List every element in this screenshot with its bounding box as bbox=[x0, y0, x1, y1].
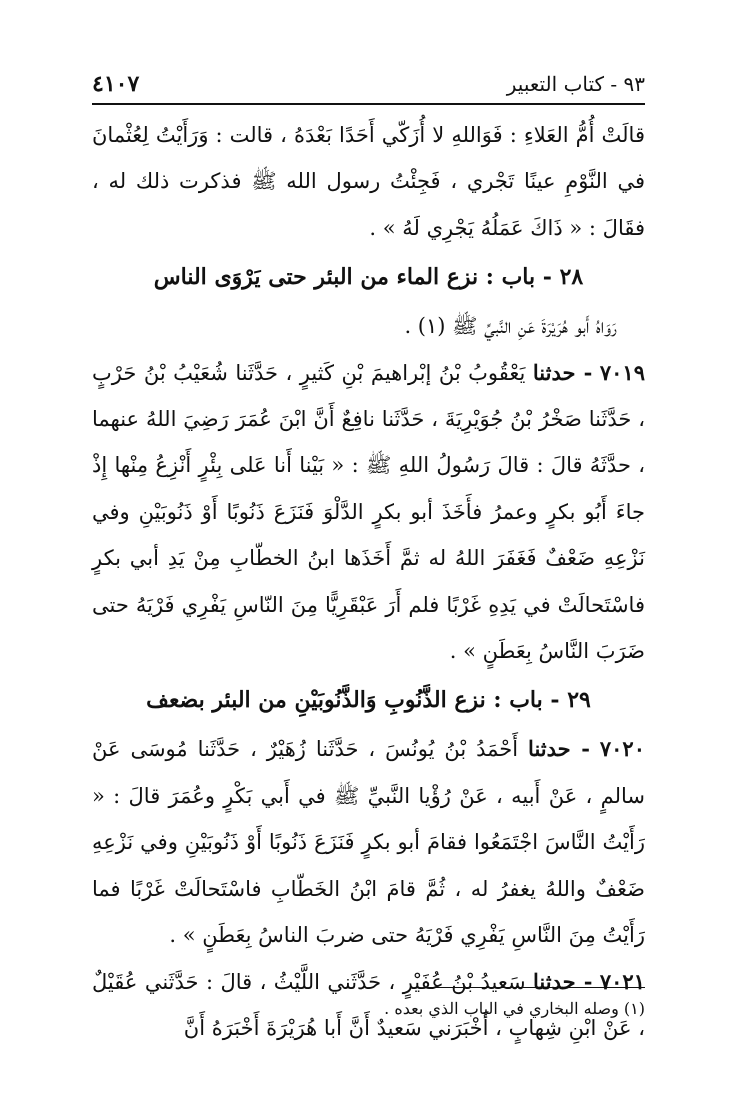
hadith-dash: - bbox=[570, 736, 590, 762]
page-number: ٤١٠٧ bbox=[92, 71, 140, 97]
hadith-lead: حدثنا bbox=[528, 736, 571, 762]
chapter-28-title: ٢٨ - باب : نزع الماء من البئر حتى يَرْوَى الناس bbox=[153, 264, 584, 291]
hadith-number: ٧٠٢١ bbox=[599, 968, 645, 994]
page-body bbox=[92, 112, 645, 1051]
hadith-lead: حدثنا bbox=[532, 359, 576, 385]
intro-paragraph: قالَتْ أُمُّ العَلاءِ : فَوَاللهِ لا أُزَكّي أَحَدًا بَعْدَهُ ، قالت : وَرَأَيْتُ لِعُثْمانَ في النَّوْمِ عينًا تَجْري ، فَجِئْتُ رسول الله ﷺ فذكرت ذلك له ، فقَالَ : « ذَاكَ عَمَلُهُ يَجْرِي لَهُ » . bbox=[92, 123, 645, 240]
hadith-number: ٧٠١٩ bbox=[599, 359, 645, 385]
hadith-number: ٧٠٢٠ bbox=[599, 736, 645, 762]
hadith-7019 bbox=[92, 350, 645, 675]
footnote-rule bbox=[425, 987, 645, 988]
running-title: ٩٣ - كتاب التعبير bbox=[506, 72, 645, 96]
chapter-28-narration: رَوَاهُ أَبو هُرَيْرَةَ عَنِ النَّبيِّ ﷺ (١) . bbox=[404, 314, 617, 339]
footnote: (١) وصله البخاري في الباب الذي بعده . bbox=[384, 999, 645, 1018]
hadith-7020 bbox=[92, 726, 645, 958]
header-rule bbox=[92, 103, 645, 105]
hadith-text: أَحْمَدُ بْنُ يُونُسَ ، حَدَّثَنا زُهَيْرٌ ، حَدَّثَنا مُوسَى عَنْ سالمٍ ، عَنْ أَبيه ، عَنْ رُؤْيا النَّبيِّ ﷺ في أَبي بَكْرٍ وعُمَرَ قالَ : « رَأَيْتُ النَّاسَ اجْتَمَعُوا فقامَ أبو بكرٍ فَنَزَعَ ذَنُوبًا أَوْ ذَنُوبَيْنِ وفي نَزْعِهِ ضَعْفٌ واللهُ يغفرُ له ، ثُمَّ قامَ ابْنُ الخَطّابِ فاسْتَحالَتْ غَرْبًا فما رَأَيْتُ مِنَ النَّاسِ يَفْرِي فَرْيَهُ حتى ضربَ الناسُ بِعَطَنٍ » . bbox=[92, 737, 645, 948]
hadith-text: سَعيدُ بْنُ عُفَيْرٍ ، حَدَّثَني اللَّيْثُ ، قالَ : حَدَّثَني عُقَيْلٌ ، عَنْ ابْنِ شِهابٍ ، أَخْبَرَني سَعيدٌ أَنَّ أَبا هُرَيْرَةَ أَخْبَرَهُ أَنَّ bbox=[92, 969, 645, 1040]
page-header bbox=[92, 68, 645, 100]
hadith-lead: حدثنا bbox=[533, 968, 576, 994]
chapter-29-title: ٢٩ - باب : نزع الذَّنُوبِ وَالذَّنُوبَيْنِ من البئر بضعف bbox=[146, 687, 591, 714]
hadith-dash: - bbox=[575, 359, 593, 385]
hadith-text: يَعْقُوبُ بْنُ إبْراهيمَ بْنِ كَثيرٍ ، حَدَّثَنا شُعَيْبُ بْنُ حَرْبٍ ، حَدَّثَنا صَخْرُ بْنُ جُوَيْرِيَةَ ، حَدَّثَنا نافِعٌ أَنَّ ابْنَ عُمَرَ رَضِيَ اللهُ عنهما ، حدَّثَهُ قالَ : قالَ رَسُولُ اللهِ ﷺ : « بَيْنا أَنا عَلى بِئْرٍ أَنْزِعُ مِنْها إِذْ جاءَ أَبُو بكرٍ وعمرُ فأَخَذَ أبو بكرٍ الدَّلْوَ فَنَزَعَ ذَنُوبًا أَوْ ذَنُوبَيْنِ وفي نَزْعِهِ ضَعْفٌ فَغَفَرَ اللهُ له ثمَّ أَخَذَها ابنُ الخطّابِ مِنْ يَدِ أبي بكرٍ فاسْتَحالَتْ في يَدِهِ غَرْبًا فلم أَرَ عَبْقَرِيًّا مِنَ النّاسِ يَفْرِي فَرْيَهُ حتى ضَرَبَ النَّاسُ بِعَطَنٍ » . bbox=[92, 360, 645, 664]
hadith-dash: - bbox=[575, 968, 593, 994]
